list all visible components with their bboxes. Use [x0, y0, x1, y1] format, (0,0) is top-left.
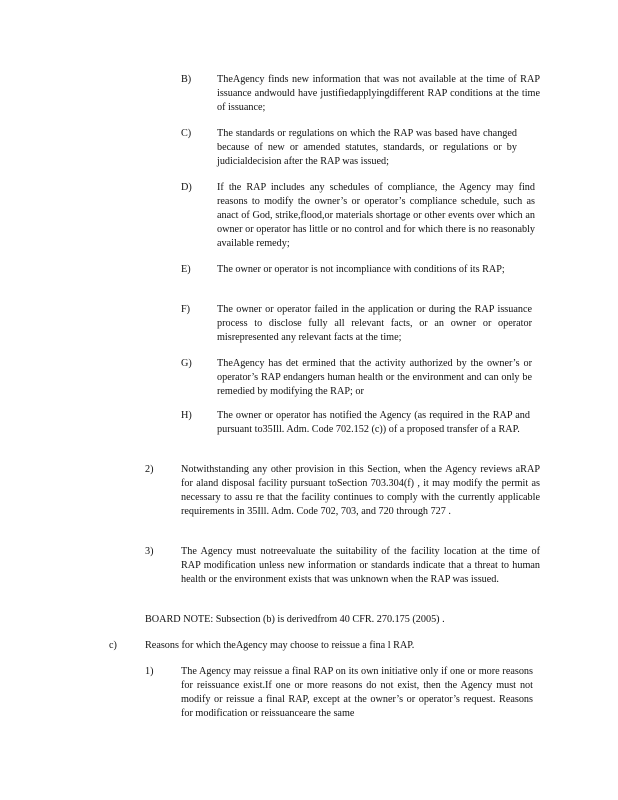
item-text-d: If the RAP includes any schedules of compliance, the Agency may find reasons to modify the owner’s or operator’s compliance schedule, such as anact of God, strike,flood,or materials shortage or other events over which an owner or operator has little or no control and for which there is no reasonably available remedy; [217, 182, 535, 249]
item-text-h: The owner or operator has notified the Agency (as required in the RAP and pursuant to35Ill. Adm. Code 702.152 (c)) of a proposed transfer of a RAP. [217, 410, 530, 435]
board-note: BOARD NOTE: Subsection (b) is derivedfrom 40 CFR. 270.175 (2005) . [145, 614, 445, 625]
section-heading-c: Reasons for which theAgency may choose to reissue a fina l RAP. [145, 640, 415, 651]
paragraph-text-3: The Agency must notreevaluate the suitability of the facility location at the time of RAP modification unless new information or standards indicate that a threat to human health or the environment exists that was unknown when the RAP was issued. [181, 546, 540, 585]
item-text-e: The owner or operator is not incompliance with conditions of its RAP; [217, 264, 505, 275]
item-label-e: E) [181, 264, 191, 275]
item-label-f: F) [181, 304, 191, 315]
item-label-c: C) [181, 128, 192, 139]
item-text-g: TheAgency has det ermined that the activity authorized by the owner’s or operator’s RAP endangers human health or the environment and can only be remedied by modifying the RAP; or [217, 358, 532, 397]
item-label-h: H) [181, 410, 192, 421]
item-label-g: G) [181, 358, 192, 369]
paragraph-text-2: Notwithstanding any other provision in this Section, when the Agency reviews aRAP for aland disposal facility pursuant toSection 703.304(f) , it may modify the permit as necessary to assu re that the facility continues to comply with the currently applicable requirements in 35Ill. Adm. Code 702, 703, and 720 through 727 . [181, 464, 540, 517]
item-label-b: B) [181, 74, 192, 85]
paragraph-label-2: 2) [145, 464, 154, 475]
paragraph-label-3: 3) [145, 546, 154, 557]
item-text-b: TheAgency finds new information that was not available at the time of RAP issuance andwould have justifiedapplyingdifferent RAP conditions at the time of issuance; [217, 74, 540, 113]
item-text-f: The owner or operator failed in the application or during the RAP issuance process to disclose fully all relevant facts, or an owner or operator misrepresented any relevant facts at the time; [217, 304, 532, 343]
paragraph-label-c1: 1) [145, 666, 154, 677]
item-label-d: D) [181, 182, 192, 193]
paragraph-text-c1: The Agency may reissue a final RAP on its own initiative only if one or more reasons for reissuance exist.If one or more reasons do not exist, then the Agency must not modify or reissue a final RAP, except at the owner’s or operator’s request. Reasons for modification or reissuanceare the same [181, 666, 533, 719]
section-label-c: c) [109, 640, 117, 651]
item-text-c: The standards or regulations on which the RAP was based have changed because of new or amended statutes, standards, or regulations or by judicialdecision after the RAP was issued; [217, 128, 517, 167]
